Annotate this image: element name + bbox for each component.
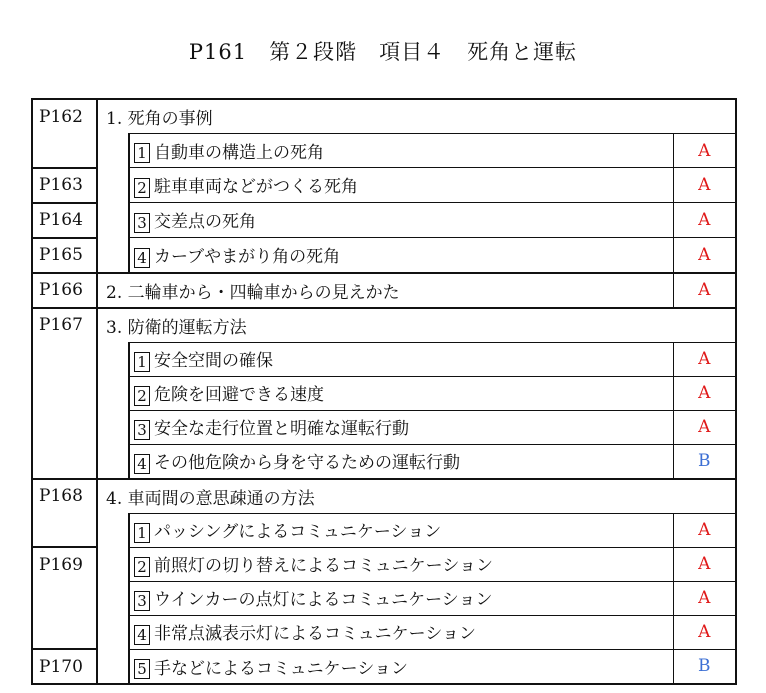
item-number-box: 1 bbox=[134, 352, 150, 372]
page-number: P162 bbox=[32, 99, 97, 134]
item-number-box: 3 bbox=[134, 420, 150, 440]
page-number bbox=[32, 615, 97, 649]
item-row bbox=[32, 238, 736, 273]
item-text: パッシングによるコミュニケーション bbox=[154, 522, 442, 543]
item-text: その他危険から身を守るための運転行動 bbox=[154, 453, 460, 474]
section-heading: 4. 車両間の意思疎通の方法 bbox=[97, 479, 736, 514]
item-row bbox=[32, 649, 736, 684]
item-text: 安全な走行位置と明確な運転行動 bbox=[154, 419, 409, 440]
grade-label: A bbox=[673, 615, 736, 649]
page-number: P164 bbox=[32, 203, 97, 238]
section-row bbox=[32, 99, 736, 134]
indent-spacer bbox=[97, 134, 129, 168]
indent-spacer bbox=[97, 410, 129, 444]
page-number bbox=[32, 513, 97, 547]
item-row bbox=[32, 547, 736, 581]
section-heading: 1. 死角の事例 bbox=[106, 109, 213, 129]
item-label bbox=[129, 615, 673, 649]
section-row bbox=[32, 479, 736, 514]
indent-spacer bbox=[97, 615, 129, 649]
item-label bbox=[129, 342, 673, 376]
item-number-box: 1 bbox=[134, 523, 150, 543]
item-label bbox=[129, 649, 673, 684]
item-text: 駐車車両などがつくる死角 bbox=[154, 177, 358, 198]
page-number bbox=[32, 444, 97, 479]
item-number-box: 4 bbox=[134, 248, 150, 268]
item-row bbox=[32, 376, 736, 410]
item-row bbox=[32, 203, 736, 238]
page-number bbox=[32, 342, 97, 376]
grade-label: A bbox=[673, 547, 736, 581]
section-heading: 2. 二輪車から・四輪車からの見えかた bbox=[97, 273, 673, 308]
item-row bbox=[32, 410, 736, 444]
grade-label: A bbox=[673, 513, 736, 547]
item-row bbox=[32, 581, 736, 615]
item-row bbox=[32, 168, 736, 203]
item-label bbox=[129, 203, 673, 238]
item-text: 手などによるコミュニケーション bbox=[154, 658, 408, 679]
item-number-box: 4 bbox=[134, 454, 150, 474]
item-label bbox=[129, 134, 673, 168]
item-number-box: 5 bbox=[134, 659, 150, 679]
indent-spacer bbox=[97, 513, 129, 547]
grade-label: A bbox=[673, 203, 736, 238]
item-label bbox=[129, 410, 673, 444]
item-number-box: 1 bbox=[134, 143, 150, 163]
page-number bbox=[32, 134, 97, 168]
item-label bbox=[129, 238, 673, 273]
indent-spacer bbox=[97, 581, 129, 615]
grade-label: A bbox=[673, 273, 736, 308]
indent-spacer bbox=[97, 547, 129, 581]
indent-spacer bbox=[97, 168, 129, 203]
page-number: P163 bbox=[32, 168, 97, 203]
indent-spacer bbox=[97, 203, 129, 238]
item-text: 非常点滅表示灯によるコミュニケーション bbox=[154, 624, 476, 645]
item-number-box: 4 bbox=[134, 625, 150, 645]
page-number: P165 bbox=[32, 238, 97, 273]
grade-label: A bbox=[673, 376, 736, 410]
item-label bbox=[129, 168, 673, 203]
section-row bbox=[32, 308, 736, 343]
item-text: 危険を回避できる速度 bbox=[154, 385, 324, 406]
grade-label: A bbox=[673, 581, 736, 615]
grade-label: A bbox=[673, 168, 736, 203]
page-number bbox=[32, 376, 97, 410]
item-label bbox=[129, 376, 673, 410]
indent-spacer bbox=[97, 444, 129, 479]
page-number: P167 bbox=[32, 308, 97, 343]
page-number bbox=[32, 410, 97, 444]
item-text: 安全空間の確保 bbox=[154, 351, 273, 372]
item-row bbox=[32, 615, 736, 649]
item-number-box: 3 bbox=[134, 213, 150, 233]
item-row bbox=[32, 134, 736, 168]
page-number bbox=[32, 581, 97, 615]
curriculum-table bbox=[31, 98, 737, 685]
item-row bbox=[32, 342, 736, 376]
page-number: P166 bbox=[32, 273, 97, 308]
item-row bbox=[32, 444, 736, 479]
item-number-box: 2 bbox=[134, 386, 150, 406]
item-text: 自動車の構造上の死角 bbox=[154, 142, 324, 163]
page-number: P169 bbox=[32, 547, 97, 581]
grade-label: A bbox=[673, 342, 736, 376]
page-title: P161 第２段階 項目４ 死角と運転 bbox=[188, 40, 578, 64]
grade-label: B bbox=[673, 649, 736, 684]
page-number: P168 bbox=[32, 479, 97, 514]
item-row bbox=[32, 513, 736, 547]
grade-label: A bbox=[673, 238, 736, 273]
indent-spacer bbox=[97, 649, 129, 684]
item-number-box: 2 bbox=[134, 178, 150, 198]
item-text: 前照灯の切り替えによるコミュニケーション bbox=[154, 556, 493, 577]
section-row bbox=[32, 273, 736, 308]
indent-spacer bbox=[97, 376, 129, 410]
indent-spacer bbox=[97, 238, 129, 273]
item-text: ウインカーの点灯によるコミュニケーション bbox=[154, 590, 493, 611]
grade-label: A bbox=[673, 134, 736, 168]
item-text: カーブやまがり角の死角 bbox=[154, 247, 341, 267]
item-number-box: 2 bbox=[134, 557, 150, 577]
item-label bbox=[129, 513, 673, 547]
grade-label: B bbox=[673, 444, 736, 479]
grade-label: A bbox=[673, 410, 736, 444]
item-label bbox=[129, 547, 673, 581]
item-label bbox=[129, 581, 673, 615]
item-label bbox=[129, 444, 673, 479]
item-text: 交差点の死角 bbox=[154, 212, 256, 233]
item-number-box: 3 bbox=[134, 591, 150, 611]
section-heading: 3. 防衛的運転方法 bbox=[97, 308, 736, 343]
indent-spacer bbox=[97, 342, 129, 376]
page-number: P170 bbox=[32, 649, 97, 684]
